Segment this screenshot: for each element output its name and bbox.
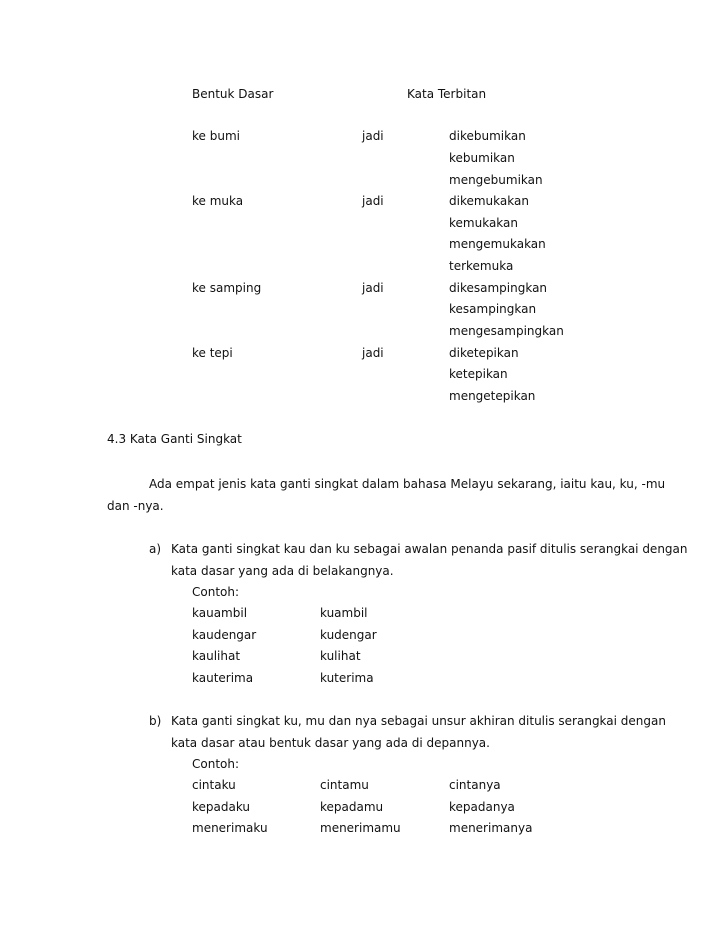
table-header-base-form: Bentuk Dasar [192, 87, 274, 101]
table-row-derived: kebumikan [449, 151, 515, 165]
section-heading: 4.3 Kata Ganti Singkat [107, 432, 242, 446]
example-label: Contoh: [192, 757, 240, 771]
example-word: menerimaku [192, 821, 268, 835]
example-word: kauambil [192, 606, 248, 620]
table-row-base: ke samping [192, 281, 262, 295]
list-marker: b) [149, 714, 162, 728]
table-row-connector: jadi [362, 281, 384, 295]
example-word: kaulihat [192, 649, 241, 663]
table-row-derived: kemukakan [449, 216, 518, 230]
example-word: kudengar [320, 628, 377, 642]
example-word: menerimanya [449, 821, 533, 835]
table-row-derived: kesampingkan [449, 302, 537, 316]
example-word: cintanya [449, 778, 501, 792]
example-word: kepadamu [320, 800, 384, 814]
table-header-derived-word: Kata Terbitan [407, 87, 487, 101]
example-word: kuambil [320, 606, 368, 620]
table-row-derived: mengetepikan [449, 389, 536, 403]
list-item-text: Kata ganti singkat ku, mu dan nya sebagai unsur akhiran ditulis serangkai dengan [171, 714, 666, 728]
example-word: cintaku [192, 778, 236, 792]
table-row-derived: mengebumikan [449, 173, 543, 187]
table-row-derived: dikesampingkan [449, 281, 548, 295]
table-row-connector: jadi [362, 346, 384, 360]
example-word: cintamu [320, 778, 369, 792]
table-row-base: ke muka [192, 194, 244, 208]
table-row-base: ke bumi [192, 129, 240, 143]
example-word: kepadaku [192, 800, 251, 814]
example-word: kuterima [320, 671, 374, 685]
list-item-text: Kata ganti singkat kau dan ku sebagai awalan penanda pasif ditulis serangkai dengan [171, 542, 688, 556]
table-row-derived: dikemukakan [449, 194, 529, 208]
table-row-derived: ketepikan [449, 367, 508, 381]
table-row-derived: mengesampingkan [449, 324, 564, 338]
example-word: kulihat [320, 649, 361, 663]
table-row-derived: diketepikan [449, 346, 519, 360]
intro-paragraph-line: Ada empat jenis kata ganti singkat dalam bahasa Melayu sekarang, iaitu kau, ku, -mu [149, 477, 666, 491]
intro-paragraph-line: dan -nya. [107, 499, 164, 513]
table-row-connector: jadi [362, 194, 384, 208]
table-row-connector: jadi [362, 129, 384, 143]
example-word: kaudengar [192, 628, 257, 642]
list-item-text: kata dasar atau bentuk dasar yang ada di depannya. [171, 736, 490, 750]
example-word: kauterima [192, 671, 254, 685]
table-row-derived: dikebumikan [449, 129, 526, 143]
table-row-derived: terkemuka [449, 259, 514, 273]
table-row-base: ke tepi [192, 346, 233, 360]
list-marker: a) [149, 542, 162, 556]
table-row-derived: mengemukakan [449, 237, 546, 251]
example-word: menerimamu [320, 821, 401, 835]
example-word: kepadanya [449, 800, 515, 814]
example-label: Contoh: [192, 585, 240, 599]
list-item-text: kata dasar yang ada di belakangnya. [171, 564, 394, 578]
